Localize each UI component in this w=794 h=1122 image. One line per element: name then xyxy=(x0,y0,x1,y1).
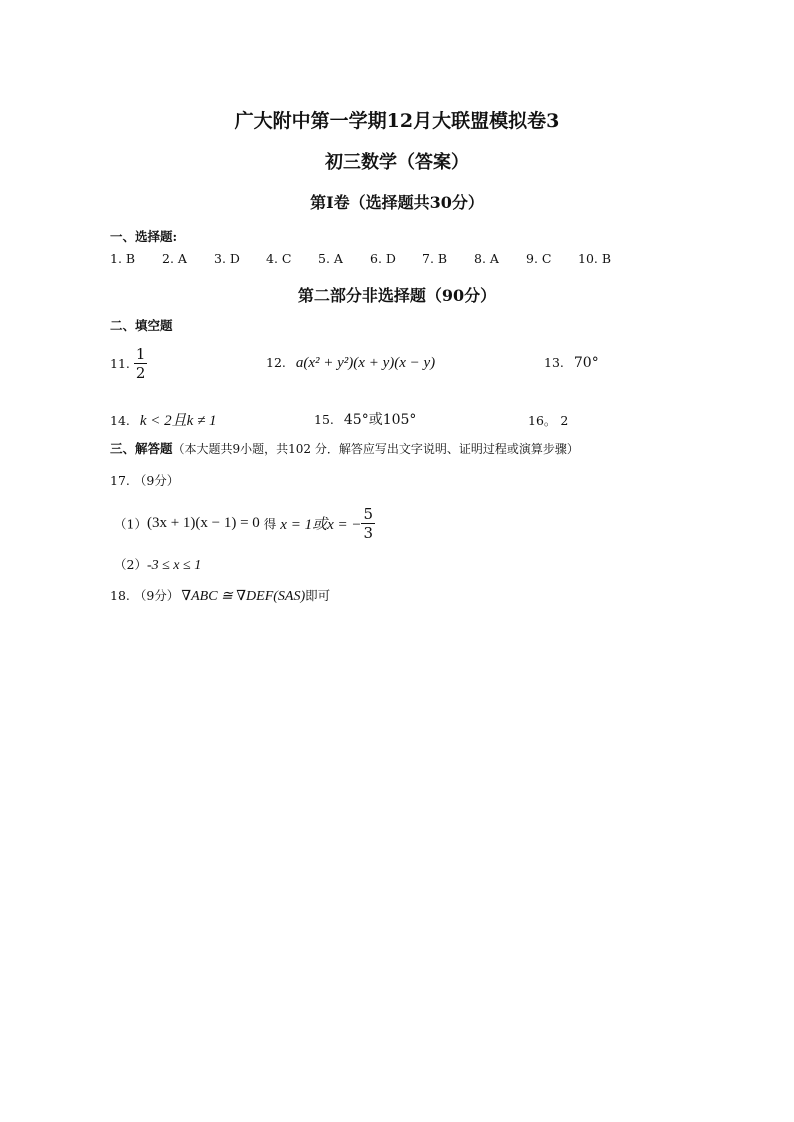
choice-answer: 7. B xyxy=(422,251,448,266)
choice-answer: 2. A xyxy=(162,251,187,266)
q18-label: 18. （9分） xyxy=(110,588,180,603)
q13 xyxy=(544,355,599,371)
q18-answer: ∇ABC ≅ ∇DEF(SAS) xyxy=(181,589,306,604)
document-subtitle: 初三数学（答案） xyxy=(325,152,469,173)
choice-answer: 8. A xyxy=(474,251,499,266)
q11 xyxy=(110,345,147,382)
q15 xyxy=(314,409,416,429)
section3-header xyxy=(110,439,579,457)
q17-part2 xyxy=(114,555,201,574)
q18 xyxy=(110,586,330,605)
q12 xyxy=(266,355,435,372)
choice-answers xyxy=(110,251,630,266)
section1-heading: 一、选择题: xyxy=(110,229,178,244)
q15-number: 15. xyxy=(314,412,334,427)
q14-answer: k < 2且k ≠ 1 xyxy=(139,413,217,429)
q17-part1-prefix: （1） xyxy=(114,516,147,532)
q17-part2-prefix: （2） xyxy=(114,557,147,572)
q16-number: 16。 xyxy=(528,413,557,428)
choice-answer: 10. B xyxy=(578,251,612,266)
section3-heading: 三、解答题 xyxy=(110,441,173,456)
q15-answer: 45°或105° xyxy=(343,412,417,428)
q16-answer: 2 xyxy=(560,413,569,428)
q13-number: 13. xyxy=(544,355,564,370)
choice-answer: 1. B xyxy=(110,251,136,266)
q14-number: 14. xyxy=(110,413,130,428)
q17-part2-inequality: -3 ≤ x ≤ 1 xyxy=(146,558,202,573)
q11-numerator: 1 xyxy=(135,345,146,363)
choice-answer: 3. D xyxy=(214,251,240,266)
q12-answer: a(x² + y²)(x + y)(x − y) xyxy=(295,355,436,371)
q17-part1-mid: 得 xyxy=(263,516,277,532)
q17-part1-numerator: 5 xyxy=(363,505,374,523)
choice-answer: 9. C xyxy=(526,251,552,266)
section2-heading: 二、填空题 xyxy=(110,318,173,333)
choice-answer: 5. A xyxy=(318,251,343,266)
q11-denominator: 2 xyxy=(135,364,146,382)
q17-part1 xyxy=(114,505,375,542)
document-title: 广大附中第一学期12月大联盟模拟卷3 xyxy=(234,110,560,132)
q16 xyxy=(528,411,568,429)
q11-fraction xyxy=(134,345,148,382)
q17-label: 17. （9分） xyxy=(110,473,180,488)
q17-part1-equation: (3x + 1)(x − 1) = 0 xyxy=(146,515,260,531)
q17-part1-fraction xyxy=(361,505,375,542)
choice-answer: 6. D xyxy=(370,251,396,266)
q11-number: 11. xyxy=(110,356,130,371)
section3-note: （本大题共9小题，共102 分．解答应写出文字说明、证明过程或演算步骤） xyxy=(172,442,579,456)
q14 xyxy=(110,409,217,430)
part2-title: 第二部分非选择题（90分） xyxy=(297,286,497,305)
part1-title: 第Ⅰ卷（选择题共30分） xyxy=(310,193,484,212)
q17-part1-solution: x = 1或x = − xyxy=(280,517,362,533)
q13-answer: 70° xyxy=(573,355,599,371)
choice-answer: 4. C xyxy=(266,251,292,266)
q18-suffix: 即可 xyxy=(305,588,331,603)
q17-part1-denominator: 3 xyxy=(363,524,374,542)
q12-number: 12. xyxy=(266,355,286,370)
